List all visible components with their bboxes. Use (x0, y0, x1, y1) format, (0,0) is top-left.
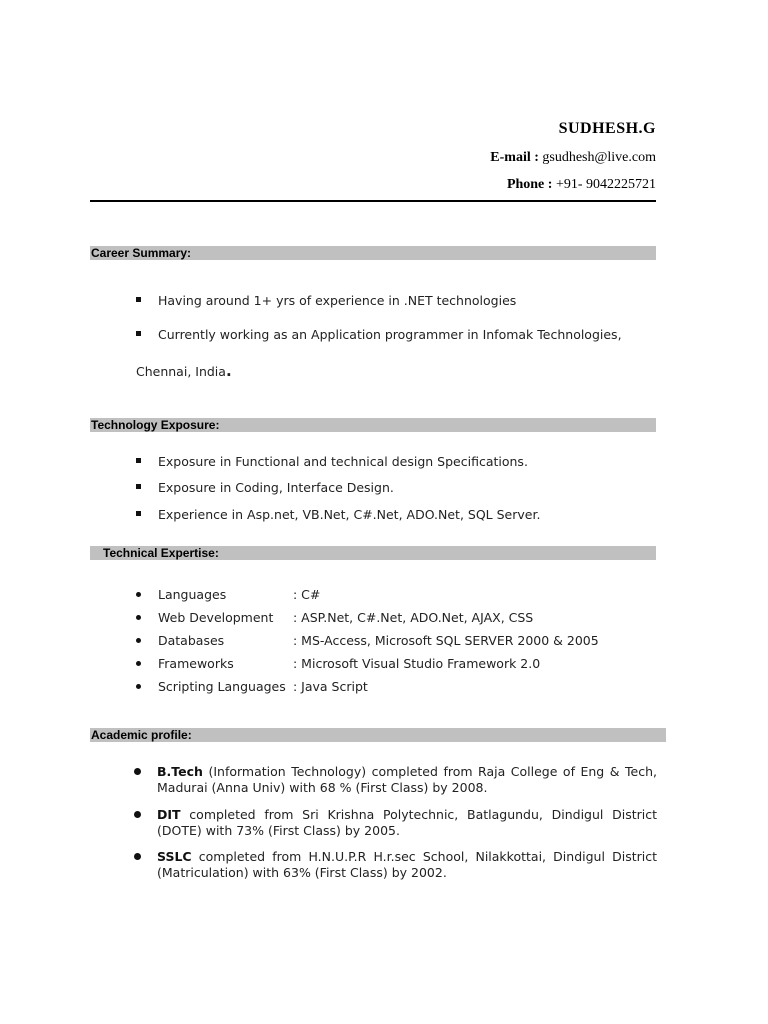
expertise-key: Frameworks (158, 656, 234, 671)
round-bullet-icon (136, 615, 141, 620)
section-career-summary: Career Summary: (90, 246, 656, 260)
section-technology-exposure: Technology Exposure: (90, 418, 656, 432)
phone-value: +91- 9042225721 (555, 177, 656, 192)
academic-item (157, 849, 657, 881)
academic-item (157, 764, 657, 796)
expertise-key: Web Development (158, 610, 274, 625)
degree-details: completed from Sri Krishna Polytechnic, Batlagundu, Dindigul District (DOTE) with 73% (First Class) by 2005. (157, 807, 657, 838)
round-bullet-icon (136, 684, 141, 689)
career-item-1: Having around 1+ yrs of experience in .NET technologies (158, 293, 517, 308)
square-bullet-icon (136, 511, 141, 516)
expertise-value: : MS-Access, Microsoft SQL SERVER 2000 & 2005 (293, 633, 599, 648)
techexp-item: Exposure in Functional and technical design Specifications. (158, 454, 528, 469)
phone-label: Phone : (506, 177, 553, 192)
expertise-value: : Java Script (293, 679, 368, 694)
expertise-key: Databases (158, 633, 225, 648)
academic-item (157, 807, 657, 839)
phone-line (507, 177, 656, 193)
degree-name: SSLC (157, 849, 192, 864)
career-item-2-continued (136, 362, 232, 380)
square-bullet-icon (136, 331, 141, 336)
section-academic-profile: Academic profile: (90, 728, 666, 742)
expertise-value: : C# (293, 587, 321, 602)
square-bullet-icon (136, 458, 141, 463)
techexp-item: Experience in Asp.net, VB.Net, C#.Net, ADO.Net, SQL Server. (158, 507, 541, 522)
career-item-2-period: . (225, 362, 232, 380)
career-item-2: Currently working as an Application programmer in Infomak Technologies, (158, 327, 622, 342)
round-bullet-icon (134, 811, 141, 818)
section-technical-expertise: Technical Expertise: (90, 546, 656, 560)
career-item-2-location: Chennai, India (136, 364, 226, 379)
degree-details: completed from H.N.U.P.R H.r.sec School, Nilakkottai, Dindigul District (Matriculation) with 63% (First Class) by 2002. (157, 849, 657, 880)
round-bullet-icon (136, 661, 141, 666)
degree-name: B.Tech (157, 764, 203, 779)
round-bullet-icon (134, 768, 141, 775)
square-bullet-icon (136, 297, 141, 302)
email-label: E-mail : (490, 150, 539, 165)
expertise-key: Scripting Languages (158, 679, 286, 694)
round-bullet-icon (136, 638, 141, 643)
techexp-item: Exposure in Coding, Interface Design. (158, 480, 394, 495)
header-divider (90, 200, 656, 202)
expertise-key: Languages (158, 587, 227, 602)
expertise-value: : Microsoft Visual Studio Framework 2.0 (293, 656, 541, 671)
degree-name: DIT (157, 807, 181, 822)
degree-details: (Information Technology) completed from Raja College of Eng & Tech, Madurai (Anna Univ) with 68 % (First Class) by 2008. (157, 764, 657, 795)
round-bullet-icon (136, 592, 141, 597)
expertise-value: : ASP.Net, C#.Net, ADO.Net, AJAX, CSS (293, 610, 534, 625)
round-bullet-icon (134, 853, 141, 860)
candidate-name: SUDHESH.G (558, 120, 656, 137)
email-line (490, 150, 656, 166)
email-value: gsudhesh@live.com (542, 150, 656, 165)
square-bullet-icon (136, 484, 141, 489)
